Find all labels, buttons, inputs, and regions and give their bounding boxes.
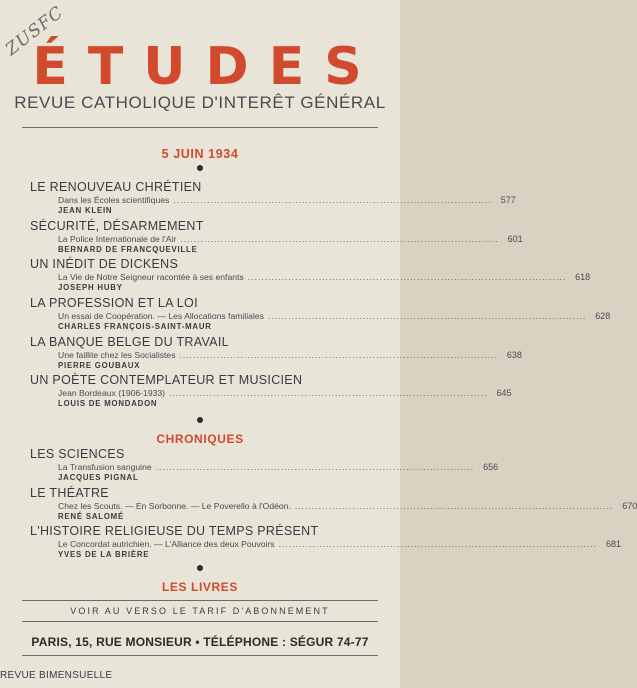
toc-line: [58, 194, 516, 206]
toc-page-number: 577: [500, 195, 516, 205]
toc-entry: [30, 257, 591, 292]
toc-subtitle: La Police Internationale de l'Air: [58, 234, 177, 244]
toc-heading: LES SCIENCES: [30, 447, 125, 461]
toc-author: LOUIS DE MONDADON: [58, 399, 158, 408]
toc-line: [58, 310, 611, 322]
toc-heading: UN POÈTE CONTEMPLATEUR ET MUSICIEN: [30, 373, 303, 387]
toc-line: [58, 233, 523, 245]
toc-author: JOSEPH HUBY: [58, 283, 123, 292]
toc-subtitle: La Transfusion sanguine: [58, 462, 152, 472]
toc-line: [58, 349, 522, 361]
toc-entry: [30, 486, 637, 521]
toc-heading: LA BANQUE BELGE DU TRAVAIL: [30, 335, 229, 349]
masthead-title: ÉTUDES: [32, 37, 382, 97]
dot-leader: ..............................................................................................: [179, 350, 498, 360]
toc-heading: LE RENOUVEAU CHRÉTIEN: [30, 180, 202, 194]
toc-subtitle: Dans les Écoles scientifiques: [58, 195, 170, 205]
toc-entry: [30, 219, 523, 254]
toc-author: JEAN KLEIN: [58, 206, 113, 215]
dot-leader: ..............................................................................................: [278, 539, 598, 549]
toc-page-number: 670: [622, 501, 637, 511]
toc-author: BERNARD DE FRANCQUEVILLE: [58, 245, 198, 254]
dot-leader: ..............................................................................................: [267, 311, 587, 321]
dot-leader: ..............................................................................................: [173, 195, 492, 205]
toc-entry: [30, 524, 622, 559]
toc-heading: LA PROFESSION ET LA LOI: [30, 296, 198, 310]
toc-subtitle: Un essai de Coopération. — Les Allocations familiales: [58, 311, 264, 321]
toc-author: PIERRE GOUBAUX: [58, 361, 141, 370]
bullet-icon: [197, 565, 203, 571]
livres-title: LES LIVRES: [161, 580, 238, 594]
masthead-subtitle: REVUE CATHOLIQUE D'INTERÊT GÉNÉRAL: [14, 93, 386, 112]
toc-line: [58, 538, 622, 550]
toc-entry: [30, 296, 611, 331]
toc-subtitle: Jean Bordeaux (1906-1933): [58, 388, 166, 398]
dot-leader: ..............................................................................................: [169, 388, 488, 398]
top-rule: [22, 127, 378, 128]
toc-line: [58, 461, 499, 473]
tariff-note: VOIR AU VERSO LE TARIF D'ABONNEMENT: [70, 606, 330, 616]
dot-leader: ..............................................................................................: [294, 501, 614, 511]
toc-line: [58, 387, 512, 399]
toc-page-number: 645: [496, 388, 512, 398]
toc-subtitle: Une faillite chez les Socialistes: [58, 350, 176, 360]
issue-date: 5 JUIN 1934: [161, 147, 239, 161]
footer-label: REVUE BIMENSUELLE: [0, 670, 113, 681]
toc-author: RENÉ SALOMÉ: [58, 512, 124, 521]
toc-line: [58, 500, 637, 512]
bullet-icon: [197, 417, 203, 423]
toc-entry: [30, 335, 522, 370]
bullet-icon: [197, 165, 203, 171]
toc-page-number: 618: [575, 272, 591, 282]
dot-leader: ..............................................................................................: [155, 462, 475, 472]
handwritten-stamp: ZUSFC: [2, 2, 68, 60]
toc-subtitle: La Vie de Notre Seigneur racontée à ses enfants: [58, 272, 244, 282]
toc-page-number: 628: [595, 311, 611, 321]
dot-leader: ..............................................................................................: [180, 234, 499, 244]
toc-heading: SÉCURITÉ, DÉSARMEMENT: [30, 219, 204, 233]
bottom-rule: [22, 655, 378, 656]
toc-subtitle: Chez les Scouts. — En Sorbonne. — Le Poverello à l'Odéon.: [58, 501, 291, 511]
toc-page-number: 638: [506, 350, 522, 360]
dot-leader: ..............................................................................................: [247, 272, 567, 282]
toc-heading: LE THÉATRE: [30, 486, 109, 500]
toc-entry: [30, 373, 512, 408]
toc-entry: [30, 447, 499, 482]
toc-line: [58, 271, 591, 283]
toc-author: JACQUES PIGNAL: [58, 473, 139, 482]
toc-page-number: 656: [483, 462, 499, 472]
publisher-address: PARIS, 15, RUE MONSIEUR • TÉLÉPHONE : SÉGUR 74-77: [31, 635, 369, 649]
tariff-rule-bottom: [22, 621, 378, 622]
tariff-rule-top: [22, 600, 378, 601]
toc-author: YVES DE LA BRIÈRE: [58, 550, 150, 559]
toc-page-number: 681: [606, 539, 622, 549]
chroniques-title: CHRONIQUES: [156, 432, 244, 446]
toc-heading: L'HISTOIRE RELIGIEUSE DU TEMPS PRÉSENT: [30, 524, 319, 538]
toc-subtitle: Le Concordat autrichien. — L'Alliance des deux Pouvoirs: [58, 539, 275, 549]
toc-heading: UN INÉDIT DE DICKENS: [30, 257, 179, 271]
toc-page-number: 601: [507, 234, 523, 244]
toc-author: CHARLES FRANÇOIS-SAINT-MAUR: [58, 322, 212, 331]
toc-entry: [30, 180, 516, 215]
